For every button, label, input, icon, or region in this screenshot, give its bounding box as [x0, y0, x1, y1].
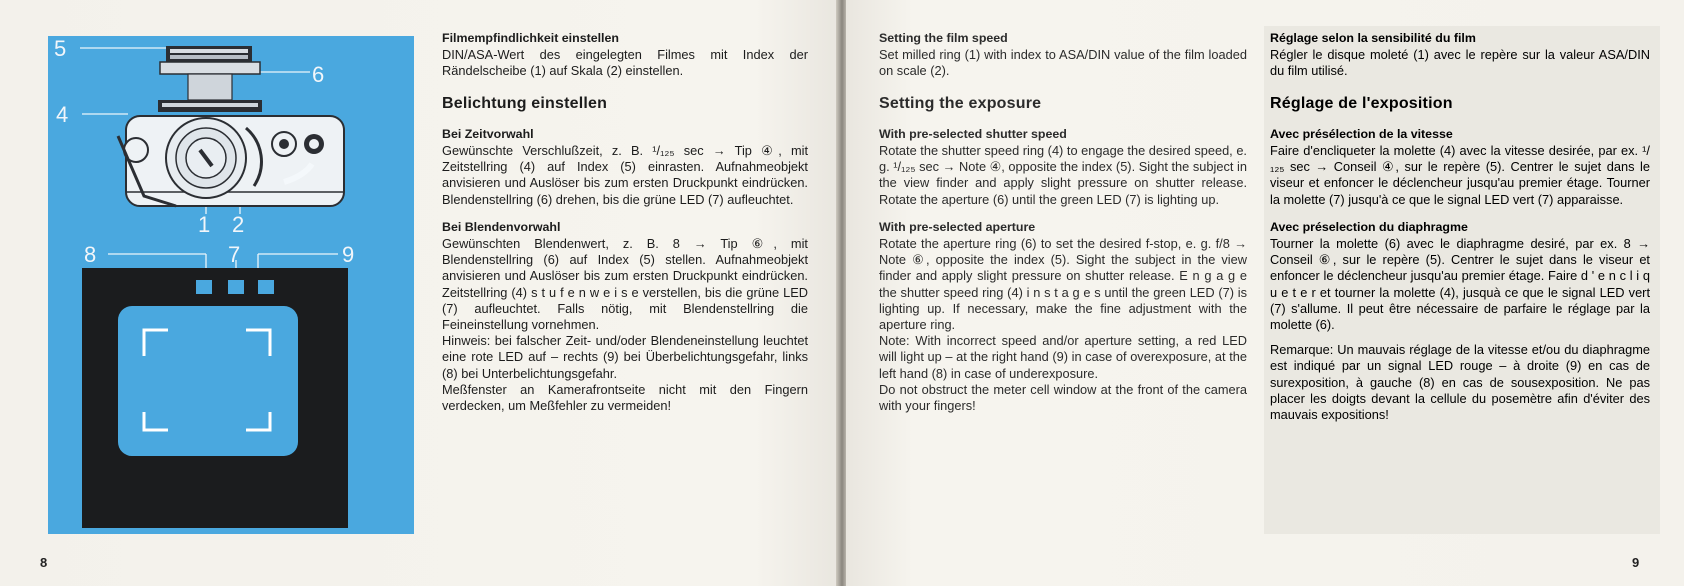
paragraph-shutter-priority-fr: Faire d'encliqueter la molette (4) avec la vitesse desirée, par ex. ¹/₁₂₅ sec → Conseil ④, sur le repère (5). Centrer le sujet dans le viseur et enfoncer le déclencheur jusqu'au premier étage. Tourner la molette (7) jusqu'à ce que le signal LED vert (7) apparaisse. — [1270, 143, 1650, 207]
paragraph-warning-de: Meßfenster an Kamerafrontseite nicht mit den Fingern verdecken, um Meßfehler zu vermeiden! — [442, 381, 808, 414]
paragraph-aperture-priority-fr: Tourner la molette (6) avec le diaphragme desiré, par ex. 8 → Conseil ⑥, sur le repère (5). Centrer le sujet dans le viseur et enfoncer le déclencheur jusqu'au premier étage. Faire d ' e n c l i q u e t e r et tourner la molette (4), jusquà ce que le signal LED vert (7) s'allume. Il peut être nécessaire de parfaire le réglage par la molette (6). — [1270, 236, 1650, 333]
callout-1: 1 — [198, 212, 211, 237]
camera-illustration — [48, 36, 414, 534]
callout-4: 4 — [56, 102, 69, 127]
heading-exposure-fr: Réglage de l'exposition — [1270, 94, 1453, 112]
callout-7: 7 — [228, 242, 241, 267]
paragraph-note-fr: Remarque: Un mauvais réglage de la vitesse et/ou du diaphragme est indiqué par un signal LED rouge – à droite (9) en cas de surexposition, à gauche (8) en cas de sousexposition. Ne pas placer les doigts devant la cellule du posemètre afin d'éviter des mauvais expositions! — [1270, 342, 1650, 423]
heading-shutter-priority-de: Bei Zeitvorwahl — [442, 126, 534, 141]
camera-diagram — [48, 36, 414, 534]
heading-shutter-priority-en: With pre-selected shutter speed — [879, 126, 1067, 141]
german-text-column — [442, 30, 808, 414]
paragraph-film-speed-fr: Régler le disque moleté (1) avec le repère sur la valeur ASA/DIN du film utilisé. — [1270, 47, 1650, 79]
heading-exposure-de: Belichtung einstellen — [442, 94, 608, 112]
callout-2: 2 — [232, 212, 245, 237]
heading-aperture-priority-fr: Avec préselection du diaphragme — [1270, 219, 1468, 234]
heading-film-speed-en: Setting the film speed — [879, 31, 1008, 45]
paragraph-shutter-priority-en: Rotate the shutter speed ring (4) to engage the desired speed, e. g. ¹/₁₂₅ sec → Note ④, opposite the index (5). Sight the subject in the view finder and apply slight pressure on shutter release. Rotate the aperture (6) until the green LED (7) is lighting up. — [879, 143, 1247, 207]
english-text-column — [879, 30, 1247, 414]
heading-exposure-en: Setting the exposure — [879, 94, 1042, 112]
french-text-column — [1270, 30, 1650, 423]
paragraph-film-speed-de: DIN/ASA-Wert des eingelegten Filmes mit Index der Rändelscheibe (1) auf Skala (2) einstellen. — [442, 47, 808, 79]
paragraph-film-speed-en: Set milled ring (1) with index to ASA/DIN value of the film loaded on scale (2). — [879, 47, 1247, 79]
heading-aperture-priority-de: Bei Blendenvorwahl — [442, 219, 561, 234]
paragraph-shutter-priority-de: Gewünschte Verschlußzeit, z. B. ¹/₁₂₅ sec → Tip ④, mit Zeitstellring (4) auf Index (5) einrasten. Aufnahmeobjekt anvisieren und Auslöser bis zum ersten Druckpunkt eindrücken. Blendenstellring (6) drehen, bis die grüne LED (7) aufleuchtet. — [442, 143, 808, 207]
heading-film-speed-fr: Réglage selon la sensibilité du film — [1270, 31, 1476, 45]
paragraph-note-en: Note: With incorrect speed and/or aperture setting, a red LED will light up – at the right hand (9) in case of overexposure, at the left hand (8) in case of underexposure. — [879, 333, 1247, 381]
callout-5: 5 — [54, 36, 67, 61]
paragraph-aperture-priority-de: Gewünschten Blendenwert, z. B. 8 → Tip ⑥, mit Blendenstellring (6) auf Index (5) stellen. Aufnahmeobjekt anvisieren und Auslöser bis zum ersten Druckpunkt eindrücken. Zeitstellring (4) s t u f e n w e i s e verstellen, bis die grüne LED (7) aufleuchtet. Falls nötig, mit Blendenstellring die Feineinstellung vornehmen. — [442, 236, 808, 333]
page-number-left: 8 — [40, 555, 48, 570]
heading-film-speed-de: Filmempfindlichkeit einstellen — [442, 31, 619, 45]
heading-aperture-priority-en: With pre-selected aperture — [879, 219, 1036, 234]
paragraph-warning-en: Do not obstruct the meter cell window at the front of the camera with your fingers! — [879, 381, 1247, 414]
callout-6: 6 — [312, 62, 325, 87]
page-number-right: 9 — [1632, 555, 1640, 570]
callout-9: 9 — [342, 242, 355, 267]
callout-8: 8 — [84, 242, 97, 267]
paragraph-note-de: Hinweis: bei falscher Zeit- und/oder Blendeneinstellung leuchtet eine rote LED auf – rechts (9) bei Überbelichtungsgefahr, links (8) bei Unterbelichtungsgefahr. — [442, 333, 808, 381]
heading-shutter-priority-fr: Avec présélection de la vitesse — [1270, 126, 1453, 141]
paragraph-aperture-priority-en: Rotate the aperture ring (6) to set the desired f-stop, e. g. f/8 → Note ⑥, opposite the index (5). Sight the subject in the view finder and apply slight pressure on shutter release. E n g a g e the shutter speed ring (4) i n s t a g e s until the green LED (7) is lighting up. If necessary, make the fine adjustment with the aperture ring. — [879, 236, 1247, 333]
left-page — [0, 0, 838, 586]
